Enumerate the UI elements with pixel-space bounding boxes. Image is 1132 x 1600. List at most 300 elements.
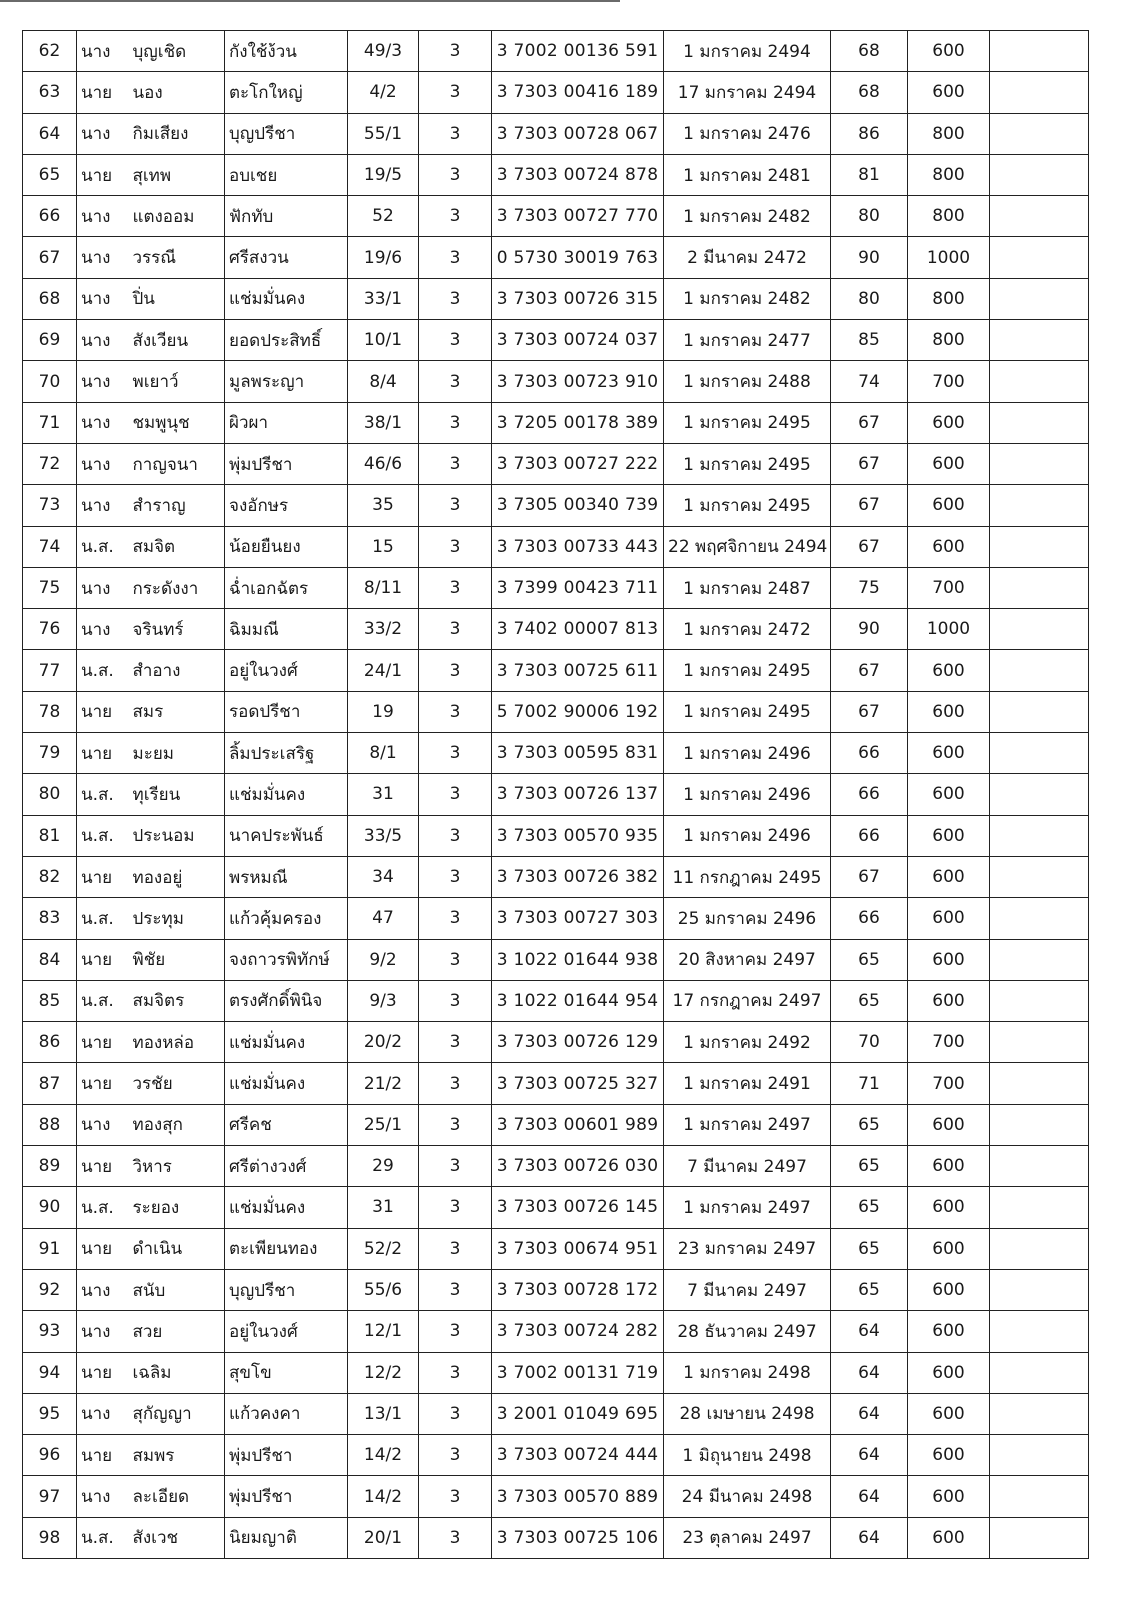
birth-date: 1 มกราคม 2488 [664, 361, 831, 402]
table-row [23, 1476, 1089, 1517]
citizen-id: 3 7303 00416 189 [492, 72, 664, 113]
allowance-amount: 700 [908, 1022, 990, 1063]
given-name: ปิ่น [129, 278, 225, 319]
given-name: พิชัย [129, 939, 225, 980]
birth-date: 2 มีนาคม 2472 [664, 237, 831, 278]
allowance-amount: 600 [908, 1146, 990, 1187]
remark [990, 609, 1089, 650]
citizen-id: 3 7303 00570 935 [492, 815, 664, 856]
village-moo: 3 [419, 485, 492, 526]
name-prefix: น.ส. [77, 898, 129, 939]
citizen-id: 3 7303 00723 910 [492, 361, 664, 402]
surname: นิยมญาติ [225, 1517, 348, 1558]
given-name: วรชัย [129, 1063, 225, 1104]
surname: แช่มมั่นคง [225, 278, 348, 319]
row-number: 92 [23, 1269, 77, 1310]
age: 64 [831, 1352, 908, 1393]
village-moo: 3 [419, 1187, 492, 1228]
birth-date: 1 มิถุนายน 2498 [664, 1435, 831, 1476]
house-number: 19 [348, 691, 419, 732]
age: 67 [831, 443, 908, 484]
table-row [23, 1311, 1089, 1352]
age: 67 [831, 856, 908, 897]
row-number: 65 [23, 154, 77, 195]
citizen-id: 3 7303 00601 989 [492, 1104, 664, 1145]
row-number: 95 [23, 1393, 77, 1434]
given-name: สุเทพ [129, 154, 225, 195]
table-row [23, 31, 1089, 72]
surname: อยู่ในวงศ์ [225, 650, 348, 691]
citizen-id: 3 7303 00726 129 [492, 1022, 664, 1063]
remark [990, 567, 1089, 608]
surname: รอดปรีชา [225, 691, 348, 732]
allowance-amount: 600 [908, 898, 990, 939]
name-prefix: นาง [77, 31, 129, 72]
birth-date: 1 มกราคม 2495 [664, 443, 831, 484]
birth-date: 28 เมษายน 2498 [664, 1393, 831, 1434]
allowance-amount: 600 [908, 485, 990, 526]
village-moo: 3 [419, 31, 492, 72]
allowance-amount: 600 [908, 691, 990, 732]
village-moo: 3 [419, 278, 492, 319]
citizen-id: 5 7002 90006 192 [492, 691, 664, 732]
allowance-amount: 600 [908, 733, 990, 774]
birth-date: 7 มีนาคม 2497 [664, 1146, 831, 1187]
house-number: 9/2 [348, 939, 419, 980]
birth-date: 1 มกราคม 2496 [664, 733, 831, 774]
given-name: ทองสุก [129, 1104, 225, 1145]
surname: อยู่ในวงศ์ [225, 1311, 348, 1352]
village-moo: 3 [419, 1435, 492, 1476]
name-prefix: น.ส. [77, 526, 129, 567]
name-prefix: นาย [77, 1022, 129, 1063]
village-moo: 3 [419, 733, 492, 774]
house-number: 20/1 [348, 1517, 419, 1558]
birth-date: 1 มกราคม 2496 [664, 774, 831, 815]
village-moo: 3 [419, 526, 492, 567]
name-prefix: นาง [77, 278, 129, 319]
remark [990, 1269, 1089, 1310]
given-name: สนับ [129, 1269, 225, 1310]
row-number: 84 [23, 939, 77, 980]
allowance-amount: 600 [908, 72, 990, 113]
age: 65 [831, 939, 908, 980]
name-prefix: น.ส. [77, 980, 129, 1021]
given-name: เฉลิม [129, 1352, 225, 1393]
birth-date: 1 มกราคม 2494 [664, 31, 831, 72]
remark [990, 1352, 1089, 1393]
birth-date: 1 มกราคม 2491 [664, 1063, 831, 1104]
village-moo: 3 [419, 361, 492, 402]
citizen-id: 3 1022 01644 938 [492, 939, 664, 980]
birth-date: 17 กรกฎาคม 2497 [664, 980, 831, 1021]
table-row [23, 1146, 1089, 1187]
house-number: 31 [348, 1187, 419, 1228]
name-prefix: น.ส. [77, 815, 129, 856]
village-moo: 3 [419, 113, 492, 154]
table-row [23, 1517, 1089, 1558]
remark [990, 526, 1089, 567]
row-number: 69 [23, 320, 77, 361]
remark [990, 1393, 1089, 1434]
allowance-amount: 700 [908, 1063, 990, 1104]
birth-date: 23 มกราคม 2497 [664, 1228, 831, 1269]
citizen-id: 3 7303 00724 282 [492, 1311, 664, 1352]
table-row [23, 1228, 1089, 1269]
given-name: ชมพูนุช [129, 402, 225, 443]
given-name: พเยาว์ [129, 361, 225, 402]
row-number: 82 [23, 856, 77, 897]
surname: สุขโข [225, 1352, 348, 1393]
citizen-id: 3 7002 00131 719 [492, 1352, 664, 1393]
remark [990, 1063, 1089, 1104]
citizen-id: 3 7402 00007 813 [492, 609, 664, 650]
name-prefix: นาง [77, 1104, 129, 1145]
name-prefix: นาย [77, 939, 129, 980]
table-row [23, 113, 1089, 154]
allowance-amount: 700 [908, 567, 990, 608]
village-moo: 3 [419, 196, 492, 237]
remark [990, 1311, 1089, 1352]
surname: มูลพระญา [225, 361, 348, 402]
remark [990, 1146, 1089, 1187]
citizen-id: 3 7303 00674 951 [492, 1228, 664, 1269]
surname: ศรีสงวน [225, 237, 348, 278]
row-number: 73 [23, 485, 77, 526]
age: 65 [831, 1104, 908, 1145]
name-prefix: นาง [77, 402, 129, 443]
given-name: วรรณี [129, 237, 225, 278]
citizen-id: 3 7303 00727 222 [492, 443, 664, 484]
age: 67 [831, 526, 908, 567]
surname: ตะเพียนทอง [225, 1228, 348, 1269]
age: 66 [831, 774, 908, 815]
house-number: 52 [348, 196, 419, 237]
surname: พรหมณี [225, 856, 348, 897]
remark [990, 443, 1089, 484]
name-prefix: นาย [77, 154, 129, 195]
given-name: กาญจนา [129, 443, 225, 484]
surname: ฉิมมณี [225, 609, 348, 650]
name-prefix: น.ส. [77, 1517, 129, 1558]
village-moo: 3 [419, 1476, 492, 1517]
remark [990, 1228, 1089, 1269]
allowance-amount: 600 [908, 1104, 990, 1145]
remark [990, 31, 1089, 72]
scan-edge-line [0, 0, 620, 2]
given-name: สมร [129, 691, 225, 732]
table-row [23, 72, 1089, 113]
remark [990, 1187, 1089, 1228]
row-number: 90 [23, 1187, 77, 1228]
given-name: สวย [129, 1311, 225, 1352]
given-name: แตงออม [129, 196, 225, 237]
birth-date: 1 มกราคม 2481 [664, 154, 831, 195]
table-row [23, 1393, 1089, 1434]
surname: ศรีคช [225, 1104, 348, 1145]
row-number: 62 [23, 31, 77, 72]
surname: นาคประพันธ์ [225, 815, 348, 856]
row-number: 89 [23, 1146, 77, 1187]
given-name: ประนอม [129, 815, 225, 856]
house-number: 47 [348, 898, 419, 939]
allowance-amount: 1000 [908, 237, 990, 278]
row-number: 93 [23, 1311, 77, 1352]
house-number: 8/1 [348, 733, 419, 774]
citizen-id: 3 2001 01049 695 [492, 1393, 664, 1434]
house-number: 29 [348, 1146, 419, 1187]
name-prefix: นาง [77, 1311, 129, 1352]
village-moo: 3 [419, 898, 492, 939]
house-number: 14/2 [348, 1435, 419, 1476]
village-moo: 3 [419, 1393, 492, 1434]
citizen-id: 3 7303 00726 145 [492, 1187, 664, 1228]
remark [990, 650, 1089, 691]
row-number: 96 [23, 1435, 77, 1476]
table-row [23, 609, 1089, 650]
birth-date: 1 มกราคม 2477 [664, 320, 831, 361]
allowance-amount: 600 [908, 1269, 990, 1310]
surname: แช่มมั่นคง [225, 1063, 348, 1104]
surname: แก้วคงคา [225, 1393, 348, 1434]
age: 80 [831, 196, 908, 237]
citizen-id: 3 7303 00728 067 [492, 113, 664, 154]
row-number: 70 [23, 361, 77, 402]
village-moo: 3 [419, 1228, 492, 1269]
given-name: ทุเรียน [129, 774, 225, 815]
allowance-amount: 600 [908, 31, 990, 72]
house-number: 4/2 [348, 72, 419, 113]
house-number: 46/6 [348, 443, 419, 484]
name-prefix: น.ส. [77, 1187, 129, 1228]
name-prefix: น.ส. [77, 650, 129, 691]
age: 65 [831, 1187, 908, 1228]
table-row [23, 1269, 1089, 1310]
age: 70 [831, 1022, 908, 1063]
birth-date: 1 มกราคม 2497 [664, 1104, 831, 1145]
age: 68 [831, 72, 908, 113]
birth-date: 1 มกราคม 2495 [664, 650, 831, 691]
house-number: 14/2 [348, 1476, 419, 1517]
row-number: 76 [23, 609, 77, 650]
name-prefix: นาง [77, 443, 129, 484]
village-moo: 3 [419, 691, 492, 732]
village-moo: 3 [419, 237, 492, 278]
table-row [23, 154, 1089, 195]
name-prefix: นาง [77, 320, 129, 361]
village-moo: 3 [419, 402, 492, 443]
village-moo: 3 [419, 1063, 492, 1104]
age: 66 [831, 733, 908, 774]
given-name: ประทุม [129, 898, 225, 939]
name-prefix: นาง [77, 361, 129, 402]
remark [990, 1517, 1089, 1558]
age: 65 [831, 1228, 908, 1269]
name-prefix: นาย [77, 1146, 129, 1187]
row-number: 74 [23, 526, 77, 567]
age: 90 [831, 609, 908, 650]
citizen-id: 3 7303 00724 037 [492, 320, 664, 361]
row-number: 79 [23, 733, 77, 774]
surname: บุญปรีชา [225, 113, 348, 154]
name-prefix: นาย [77, 856, 129, 897]
allowance-amount: 800 [908, 154, 990, 195]
age: 74 [831, 361, 908, 402]
birth-date: 1 มกราคม 2472 [664, 609, 831, 650]
allowance-amount: 800 [908, 278, 990, 319]
allowance-amount: 600 [908, 1435, 990, 1476]
table-row [23, 898, 1089, 939]
house-number: 20/2 [348, 1022, 419, 1063]
house-number: 13/1 [348, 1393, 419, 1434]
row-number: 83 [23, 898, 77, 939]
house-number: 19/6 [348, 237, 419, 278]
village-moo: 3 [419, 1352, 492, 1393]
citizen-id: 3 7303 00724 444 [492, 1435, 664, 1476]
age: 80 [831, 278, 908, 319]
citizen-id: 3 7002 00136 591 [492, 31, 664, 72]
village-moo: 3 [419, 1022, 492, 1063]
age: 65 [831, 1146, 908, 1187]
row-number: 80 [23, 774, 77, 815]
row-number: 64 [23, 113, 77, 154]
allowance-amount: 600 [908, 1228, 990, 1269]
remark [990, 237, 1089, 278]
age: 67 [831, 691, 908, 732]
given-name: กิมเสียง [129, 113, 225, 154]
house-number: 31 [348, 774, 419, 815]
allowance-amount: 700 [908, 361, 990, 402]
allowance-amount: 600 [908, 815, 990, 856]
row-number: 88 [23, 1104, 77, 1145]
table-row [23, 1435, 1089, 1476]
citizen-id: 3 7303 00727 770 [492, 196, 664, 237]
age: 86 [831, 113, 908, 154]
age: 67 [831, 650, 908, 691]
age: 85 [831, 320, 908, 361]
birth-date: 25 มกราคม 2496 [664, 898, 831, 939]
name-prefix: นาย [77, 1352, 129, 1393]
remark [990, 733, 1089, 774]
village-moo: 3 [419, 980, 492, 1021]
table-row [23, 1022, 1089, 1063]
row-number: 71 [23, 402, 77, 443]
birth-date: 1 มกราคม 2495 [664, 485, 831, 526]
row-number: 85 [23, 980, 77, 1021]
house-number: 52/2 [348, 1228, 419, 1269]
remark [990, 1022, 1089, 1063]
table-row [23, 237, 1089, 278]
document-page [22, 30, 1088, 1559]
remark [990, 691, 1089, 732]
surname: บุญปรีชา [225, 1269, 348, 1310]
house-number: 12/1 [348, 1311, 419, 1352]
table-row [23, 361, 1089, 402]
birth-date: 1 มกราคม 2496 [664, 815, 831, 856]
allowance-amount: 600 [908, 1476, 990, 1517]
birth-date: 1 มกราคม 2497 [664, 1187, 831, 1228]
house-number: 15 [348, 526, 419, 567]
allowance-amount: 600 [908, 856, 990, 897]
house-number: 33/5 [348, 815, 419, 856]
remark [990, 72, 1089, 113]
given-name: บุญเชิด [129, 31, 225, 72]
age: 65 [831, 980, 908, 1021]
remark [990, 278, 1089, 319]
birth-date: 1 มกราคม 2492 [664, 1022, 831, 1063]
citizen-id: 3 7303 00595 831 [492, 733, 664, 774]
surname: ฟักทับ [225, 196, 348, 237]
remark [990, 485, 1089, 526]
birth-date: 1 มกราคม 2487 [664, 567, 831, 608]
house-number: 38/1 [348, 402, 419, 443]
remark [990, 1476, 1089, 1517]
allowance-amount: 800 [908, 113, 990, 154]
house-number: 55/1 [348, 113, 419, 154]
citizen-id: 0 5730 30019 763 [492, 237, 664, 278]
table-row [23, 815, 1089, 856]
surname: พุ่มปรีชา [225, 443, 348, 484]
citizen-id: 3 7303 00725 611 [492, 650, 664, 691]
citizen-id: 3 7303 00726 030 [492, 1146, 664, 1187]
surname: จงถาวรพิทักษ์ [225, 939, 348, 980]
birth-date: 24 มีนาคม 2498 [664, 1476, 831, 1517]
row-number: 63 [23, 72, 77, 113]
house-number: 19/5 [348, 154, 419, 195]
birth-date: 17 มกราคม 2494 [664, 72, 831, 113]
name-prefix: นาง [77, 1269, 129, 1310]
allowance-amount: 600 [908, 1393, 990, 1434]
table-row [23, 402, 1089, 443]
house-number: 33/1 [348, 278, 419, 319]
surname: ตรงศักดิ์พินิจ [225, 980, 348, 1021]
house-number: 34 [348, 856, 419, 897]
name-prefix: นาย [77, 1435, 129, 1476]
remark [990, 774, 1089, 815]
village-moo: 3 [419, 1311, 492, 1352]
house-number: 25/1 [348, 1104, 419, 1145]
age: 64 [831, 1435, 908, 1476]
row-number: 91 [23, 1228, 77, 1269]
given-name: ดำเนิน [129, 1228, 225, 1269]
table-row [23, 1187, 1089, 1228]
allowance-amount: 600 [908, 774, 990, 815]
remark [990, 320, 1089, 361]
table-row [23, 443, 1089, 484]
age: 66 [831, 898, 908, 939]
allowance-amount: 600 [908, 650, 990, 691]
citizen-id: 3 7303 00726 315 [492, 278, 664, 319]
allowance-amount: 600 [908, 980, 990, 1021]
row-number: 87 [23, 1063, 77, 1104]
row-number: 94 [23, 1352, 77, 1393]
remark [990, 939, 1089, 980]
surname: อบเชย [225, 154, 348, 195]
table-body [23, 31, 1089, 1559]
village-moo: 3 [419, 856, 492, 897]
house-number: 8/11 [348, 567, 419, 608]
age: 64 [831, 1517, 908, 1558]
age: 67 [831, 485, 908, 526]
table-row [23, 650, 1089, 691]
row-number: 67 [23, 237, 77, 278]
citizen-id: 3 7303 00726 382 [492, 856, 664, 897]
name-prefix: นาย [77, 733, 129, 774]
citizen-id: 3 7303 00728 172 [492, 1269, 664, 1310]
house-number: 9/3 [348, 980, 419, 1021]
table-row [23, 1063, 1089, 1104]
given-name: ระยอง [129, 1187, 225, 1228]
